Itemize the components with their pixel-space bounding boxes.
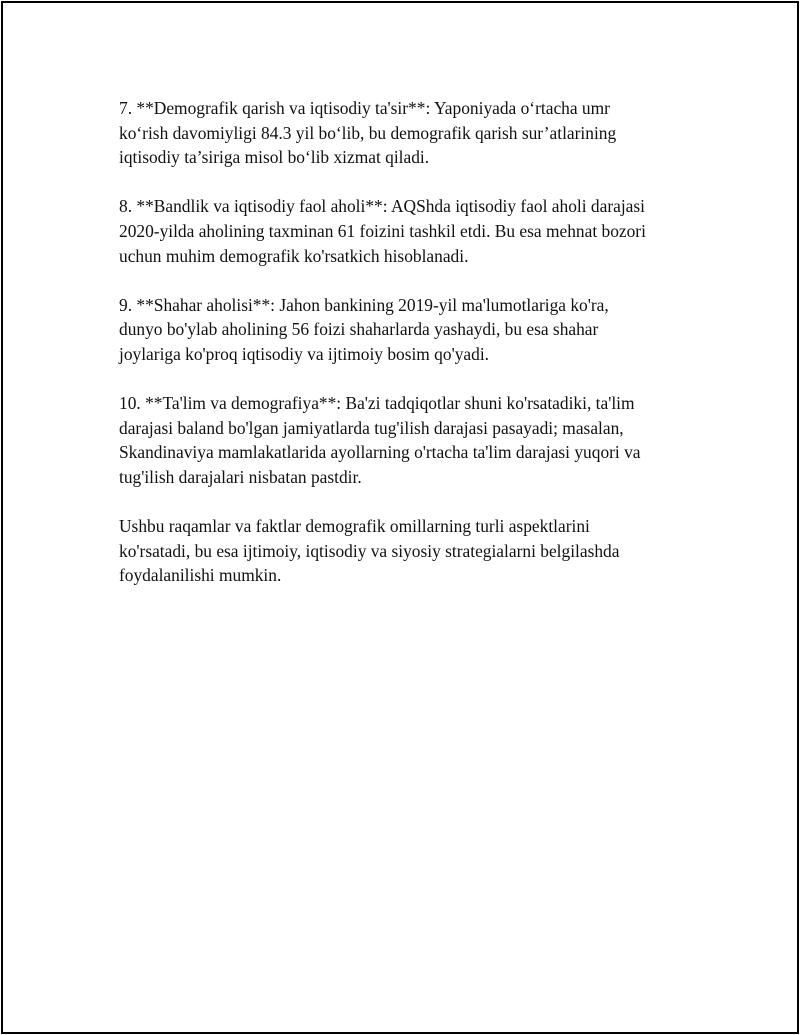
paragraph-line: uchun muhim demografik ko'rsatkich hisoblanadi. xyxy=(119,245,469,266)
paragraph-line: dunyo bo'ylab aholining 56 foizi shaharlarda yashaydi, bu esa shahar xyxy=(119,319,599,340)
paragraph-line: 8. **Bandlik va iqtisodiy faol aholi**: AQShda iqtisodiy faol aholi darajasi xyxy=(119,196,645,217)
paragraph-line: darajasi baland bo'lgan jamiyatlarda tug'ilish darajasi pasayadi; masalan, xyxy=(119,417,624,438)
paragraph-line: 7. **Demografik qarish va iqtisodiy ta'sir**: Yaponiyada o‘rtacha umr xyxy=(119,98,610,118)
document-body xyxy=(119,96,689,612)
paragraph-line: Ushbu raqamlar va faktlar demografik omillarning turli aspektlarini xyxy=(119,516,590,537)
paragraph-demographic-aging xyxy=(119,96,689,170)
paragraph-line: tug'ilish darajalari nisbatan pastdir. xyxy=(119,466,362,487)
paragraph-line: 9. **Shahar aholisi**: Jahon bankining 2019-yil ma'lumotlariga ko'ra, xyxy=(119,294,609,315)
paragraph-line: 10. **Ta'lim va demografiya**: Ba'zi tadqiqotlar shuni ko'rsatadiki, ta'lim xyxy=(119,393,635,414)
paragraph-line: ko‘rish davomiyligi 84.3 yil bo‘lib, bu demografik qarish sur’atlarining xyxy=(119,122,617,143)
paragraph-line: joylariga ko'proq iqtisodiy va ijtimoiy bosim qo'yadi. xyxy=(119,343,489,364)
paragraph-urban-population xyxy=(119,293,689,367)
paragraph-education-demography xyxy=(119,391,689,489)
page-frame xyxy=(1,1,799,1034)
paragraph-conclusion xyxy=(119,514,689,588)
paragraph-line: ko'rsatadi, bu esa ijtimoiy, iqtisodiy va siyosiy strategialarni belgilashda xyxy=(119,540,620,561)
paragraph-line: foydalanilishi mumkin. xyxy=(119,565,282,586)
paragraph-line: 2020-yilda aholining taxminan 61 foizini tashkil etdi. Bu esa mehnat bozori xyxy=(119,220,646,241)
paragraph-employment xyxy=(119,194,689,268)
paragraph-line: iqtisodiy ta’siriga misol bo‘lib xizmat qiladi. xyxy=(119,147,430,168)
paragraph-line: Skandinaviya mamlakatlarida ayollarning o'rtacha ta'lim darajasi yuqori va xyxy=(119,442,641,463)
